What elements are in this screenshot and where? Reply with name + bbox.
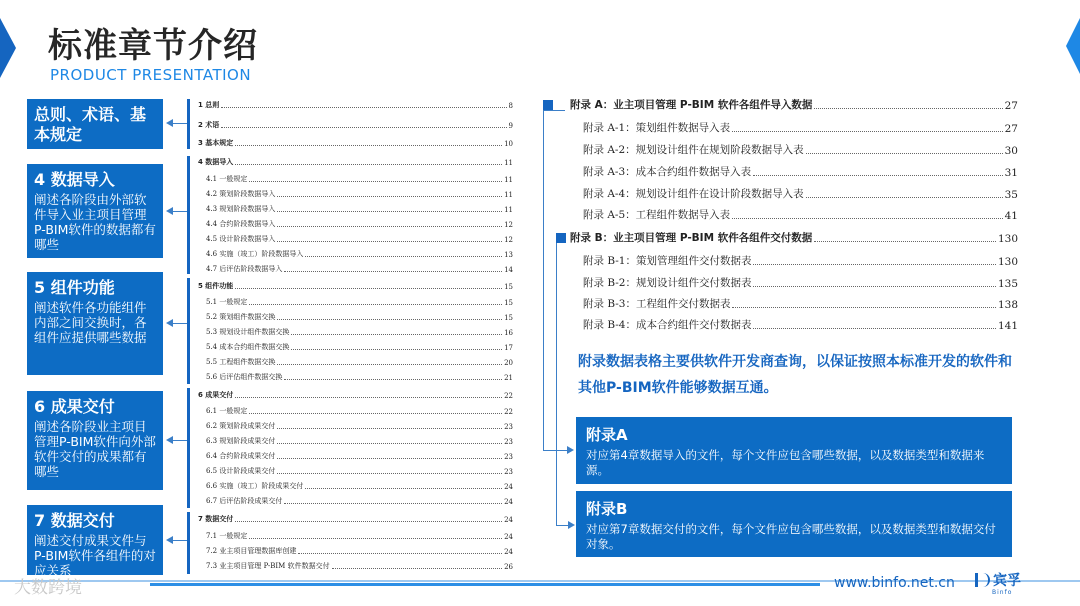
connector-line <box>543 110 565 111</box>
toc-row: 4.6 实施（竣工）阶段数据导入 13 <box>206 250 513 259</box>
box-title: 附录B <box>586 500 628 518</box>
toc-row: 4.3 规划阶段数据导入 11 <box>206 205 513 214</box>
box-desc: 对应第4章数据导入的文件，每个文件应包含哪些数据，以及数据类型和数据来源。 <box>586 448 985 477</box>
connector-line <box>543 450 567 451</box>
toc-row: 5.3 规划设计组件数据交换 16 <box>206 328 513 337</box>
toc-row: 4.1 一般规定 11 <box>206 175 513 184</box>
section-bar <box>187 99 190 149</box>
box-desc: 阐述各阶段业主项目管理P-BIM软件向外部软件交付的成果都有哪些 <box>34 419 156 479</box>
toc-row: 5 组件功能 15 <box>198 282 513 291</box>
connector-line <box>172 323 188 324</box>
toc-row: 6 成果交付 22 <box>198 391 513 400</box>
arrow-left-icon <box>166 536 173 544</box>
arrow-right-icon <box>568 521 575 529</box>
appendix-row: 附录 B-2：规划设计组件交付数据表 135 <box>583 277 1018 290</box>
logo-text: 宾孚 <box>993 573 1021 589</box>
box-desc: 对应第7章数据交付的文件，每个文件应包含哪些数据，以及数据类型和数据交付对象。 <box>586 522 996 551</box>
box-data-import <box>27 164 163 258</box>
toc-row: 6.6 实施（竣工）阶段成果交付 24 <box>206 482 513 491</box>
appendix-row: 附录 A-4：规划设计组件在设计阶段数据导入表 35 <box>583 188 1018 201</box>
appendix-row: 附录 B-1：策划管理组件交付数据表 130 <box>583 255 1018 268</box>
page-title: 标准章节介绍 <box>48 26 258 66</box>
arrow-left-icon <box>166 207 173 215</box>
footer-line-accent <box>150 583 820 586</box>
arrow-right-icon <box>567 446 574 454</box>
toc-row: 3 基本规定 10 <box>198 139 513 148</box>
appendix-row: 附录 A-1：策划组件数据导入表 27 <box>583 122 1018 135</box>
box-appendix-a <box>576 417 1012 484</box>
toc-row: 4 数据导入 11 <box>198 158 513 167</box>
toc-row: 6.1 一般规定 22 <box>206 407 513 416</box>
appendix-note: 附录数据表格主要供软件开发商查询，以保证按照本标准开发的软件和其他P-BIM软件能够数据互通。 <box>578 354 1012 396</box>
connector-line <box>543 110 544 450</box>
box-title: 6 成果交付 <box>34 397 115 416</box>
toc-row: 1 总则 8 <box>198 101 513 110</box>
box-desc: 阐述软件各功能组件内部之间交换时，各组件应提供哪些数据 <box>34 300 147 345</box>
corner-decoration-left <box>0 18 16 78</box>
box-general-rules <box>27 99 163 149</box>
toc-row: 7 数据交付 24 <box>198 515 513 524</box>
toc-row: 7.3 业主项目管理 P-BIM 软件数据交付 26 <box>206 562 513 571</box>
arrow-left-icon <box>166 119 173 127</box>
connector-line <box>172 440 188 441</box>
connector-line <box>172 211 188 212</box>
toc-row: 5.1 一般规定 15 <box>206 298 513 307</box>
arrow-left-icon <box>166 436 173 444</box>
box-deliverables <box>27 391 163 490</box>
section-bar <box>187 388 190 508</box>
toc-row: 4.2 策划阶段数据导入 11 <box>206 190 513 199</box>
toc-row: 4.4 合约阶段数据导入 12 <box>206 220 513 229</box>
appendix-row: 附录 B：业主项目管理 P-BIM 软件各组件交付数据 130 <box>570 232 1018 245</box>
box-desc: 阐述交付成果文件与P-BIM软件各组件的对应关系 <box>34 533 156 578</box>
appendix-row: 附录 A-5：工程组件数据导入表 41 <box>583 209 1018 222</box>
box-desc: 阐述各阶段由外部软件导入业主项目管理P-BIM软件的数据都有哪些 <box>34 192 156 252</box>
square-bullet-icon <box>543 100 553 110</box>
box-title: 附录A <box>586 426 628 444</box>
box-title: 7 数据交付 <box>34 511 115 530</box>
box-appendix-b <box>576 491 1012 557</box>
toc-row: 6.4 合约阶段成果交付 23 <box>206 452 513 461</box>
connector-line <box>556 242 557 525</box>
toc-row: 4.7 后评估阶段数据导入 14 <box>206 265 513 274</box>
toc-row: 7.1 一般规定 24 <box>206 532 513 541</box>
appendix-row: 附录 A：业主项目管理 P-BIM 软件各组件导入数据 27 <box>570 99 1018 112</box>
logo-mark-icon <box>975 573 990 587</box>
toc-row: 6.7 后评估阶段成果交付 24 <box>206 497 513 506</box>
toc-row: 5.4 成本合约组件数据交换 17 <box>206 343 513 352</box>
appendix-row: 附录 B-3：工程组件交付数据表 138 <box>583 298 1018 311</box>
toc-row: 6.3 规划阶段成果交付 23 <box>206 437 513 446</box>
toc-row: 7.2 业主项目管理数据库创建 24 <box>206 547 513 556</box>
box-title: 5 组件功能 <box>34 278 115 297</box>
section-bar <box>187 156 190 274</box>
appendix-row: 附录 A-3：成本合约组件数据导入表 31 <box>583 166 1018 179</box>
connector-line <box>172 540 188 541</box>
toc-row: 6.2 策划阶段成果交付 23 <box>206 422 513 431</box>
footer-url[interactable]: www.binfo.net.cn <box>834 575 955 591</box>
connector-line <box>172 123 188 124</box>
section-bar <box>187 278 190 384</box>
appendix-row: 附录 B-4：成本合约组件交付数据表 141 <box>583 319 1018 332</box>
toc-row: 2 术语 9 <box>198 121 513 130</box>
box-data-delivery <box>27 505 163 578</box>
connector-line <box>556 525 568 526</box>
logo-subtext: Binfo <box>992 589 1013 596</box>
arrow-left-icon <box>166 319 173 327</box>
section-bar <box>187 512 190 574</box>
box-component-function <box>27 272 163 375</box>
box-title: 4 数据导入 <box>34 170 115 189</box>
toc-row: 6.5 设计阶段成果交付 23 <box>206 467 513 476</box>
box-title: 总则、术语、基本规定 <box>34 105 147 144</box>
toc-row: 4.5 设计阶段数据导入 12 <box>206 235 513 244</box>
square-bullet-icon <box>556 233 566 243</box>
watermark: 大数跨境 <box>14 578 82 598</box>
corner-decoration-right <box>1066 18 1080 74</box>
toc-row: 5.6 后评估组件数据交换 21 <box>206 373 513 382</box>
toc-row: 5.2 策划组件数据交换 15 <box>206 313 513 322</box>
toc-row: 5.5 工程组件数据交换 20 <box>206 358 513 367</box>
page-subtitle: PRODUCT PRESENTATION <box>50 66 252 84</box>
logo <box>975 570 1021 590</box>
appendix-row: 附录 A-2：规划设计组件在规划阶段数据导入表 30 <box>583 144 1018 157</box>
